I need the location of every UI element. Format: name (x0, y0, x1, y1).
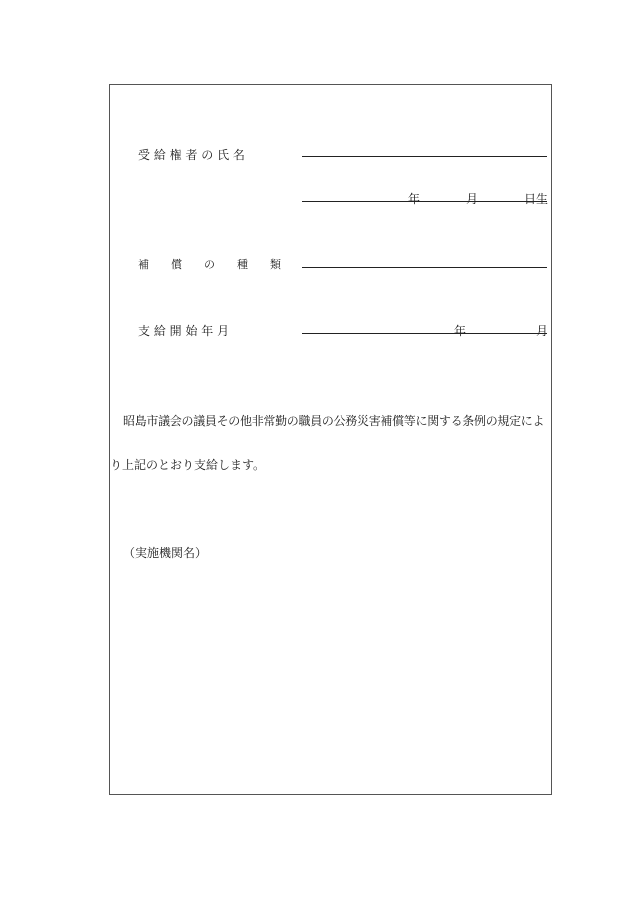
start-month-unit: 月 (536, 324, 549, 338)
birth-month-unit: 月 (466, 192, 479, 206)
compensation-type-label: 補 償 の 種 類 (138, 258, 281, 271)
recipient-name-line[interactable] (302, 156, 547, 157)
statement-line-1: 昭島市議会の議員その他非常勤の職員の公務災害補償等に関する条例の規定によ (123, 414, 545, 428)
payment-start-label: 支 給 開 始 年 月 (138, 324, 230, 338)
statement-line-2: り上記のとおり支給します。 (110, 458, 266, 472)
compensation-type-line[interactable] (302, 267, 547, 268)
start-year-unit: 年 (454, 324, 467, 338)
birth-date-line[interactable] (302, 201, 547, 202)
birth-year-unit: 年 (408, 192, 421, 206)
agency-name-label: （実施機関名） (123, 546, 208, 560)
form-frame (109, 84, 552, 795)
birth-day-unit: 日生 (524, 192, 549, 206)
recipient-name-label: 受 給 権 者 の 氏 名 (138, 148, 245, 162)
payment-start-line[interactable] (302, 333, 547, 334)
